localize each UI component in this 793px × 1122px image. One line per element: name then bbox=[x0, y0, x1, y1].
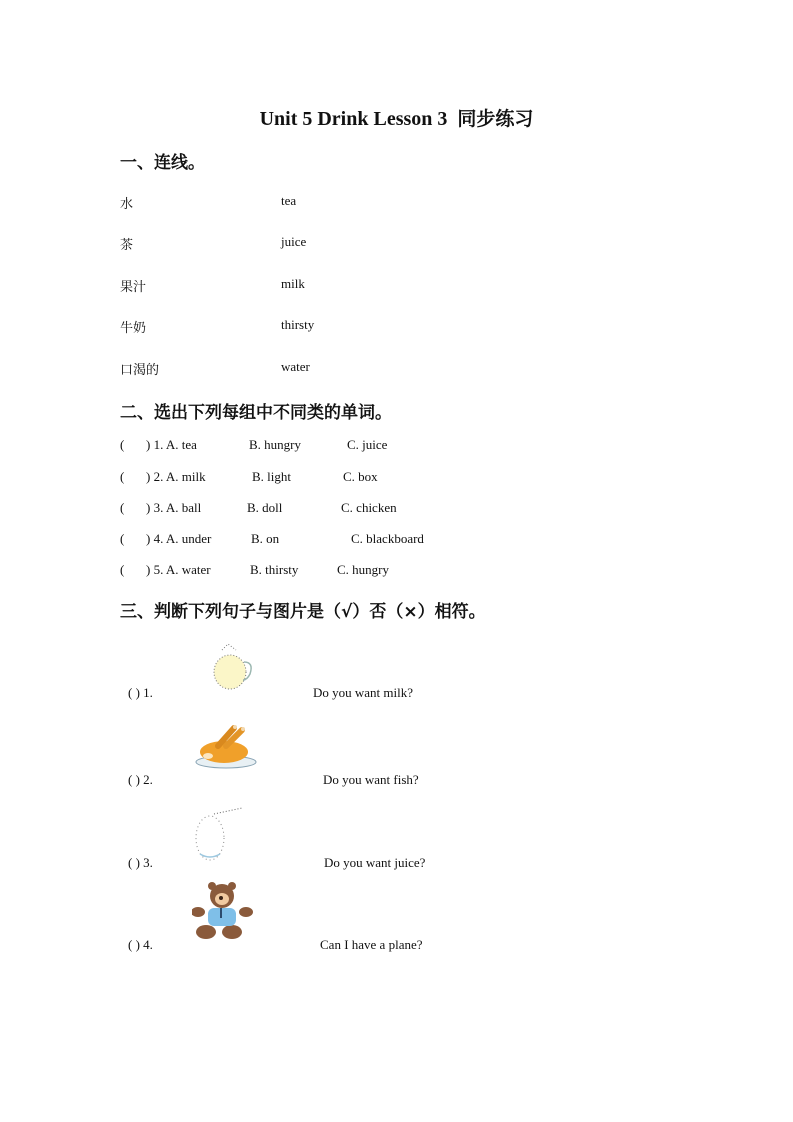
match-left-item: 牛奶 bbox=[120, 321, 147, 336]
judge-label[interactable]: ( ) 3. bbox=[128, 855, 153, 870]
question-option-a: ) 5. A. water bbox=[146, 562, 211, 577]
match-right-item: juice bbox=[281, 234, 307, 249]
question-option-a: ) 4. A. under bbox=[146, 531, 212, 546]
question-option-c: C. juice bbox=[347, 437, 388, 452]
question-option-a: ) 1. A. tea bbox=[146, 437, 197, 452]
match-left-item: 茶 bbox=[120, 238, 134, 253]
judge-sentence: Do you want fish? bbox=[323, 772, 419, 787]
title-cn: 同步练习 bbox=[457, 108, 534, 130]
match-right-item: milk bbox=[281, 276, 305, 291]
match-left-item: 口渴的 bbox=[120, 363, 160, 378]
answer-blank[interactable]: ( bbox=[120, 469, 125, 484]
judge-label[interactable]: ( ) 1. bbox=[128, 685, 153, 700]
teddy-bear-icon bbox=[192, 882, 254, 942]
question-option-c: C. box bbox=[343, 469, 378, 484]
match-right-item: tea bbox=[281, 193, 297, 208]
judge-sentence: Do you want juice? bbox=[324, 855, 426, 870]
answer-blank[interactable]: ( bbox=[120, 562, 125, 577]
question-option-a: ) 3. A. ball bbox=[146, 500, 202, 515]
milk-jug-icon bbox=[210, 642, 258, 692]
answer-blank[interactable]: ( bbox=[120, 531, 125, 546]
answer-blank[interactable]: ( bbox=[120, 437, 125, 452]
section3-heading: 三、判断下列句子与图片是（√）否（×）相符。 bbox=[120, 602, 486, 622]
question-option-b: B. on bbox=[251, 531, 280, 546]
judge-sentence: Can I have a plane? bbox=[320, 937, 423, 952]
water-glass-icon bbox=[192, 804, 248, 864]
title-en: Unit 5 Drink Lesson 3 bbox=[259, 108, 448, 130]
question-option-b: B. thirsty bbox=[250, 562, 299, 577]
question-option-c: C. hungry bbox=[337, 562, 389, 577]
section2-heading: 二、选出下列每组中不同类的单词。 bbox=[120, 403, 392, 423]
page-title bbox=[0, 104, 793, 131]
section1-heading: 一、连线。 bbox=[120, 153, 205, 173]
question-option-c: C. blackboard bbox=[351, 531, 424, 546]
question-option-a: ) 2. A. milk bbox=[146, 469, 206, 484]
question-option-b: B. doll bbox=[247, 500, 283, 515]
roast-chicken-icon bbox=[194, 724, 258, 770]
question-option-c: C. chicken bbox=[341, 500, 397, 515]
judge-label[interactable]: ( ) 4. bbox=[128, 937, 153, 952]
judge-sentence: Do you want milk? bbox=[313, 685, 414, 700]
judge-label[interactable]: ( ) 2. bbox=[128, 772, 153, 787]
question-option-b: B. hungry bbox=[249, 437, 301, 452]
match-right-item: water bbox=[281, 359, 310, 374]
match-right-item: thirsty bbox=[281, 317, 315, 332]
question-option-b: B. light bbox=[252, 469, 292, 484]
answer-blank[interactable]: ( bbox=[120, 500, 125, 515]
match-left-item: 果汁 bbox=[120, 280, 147, 295]
match-left-item: 水 bbox=[120, 197, 134, 212]
